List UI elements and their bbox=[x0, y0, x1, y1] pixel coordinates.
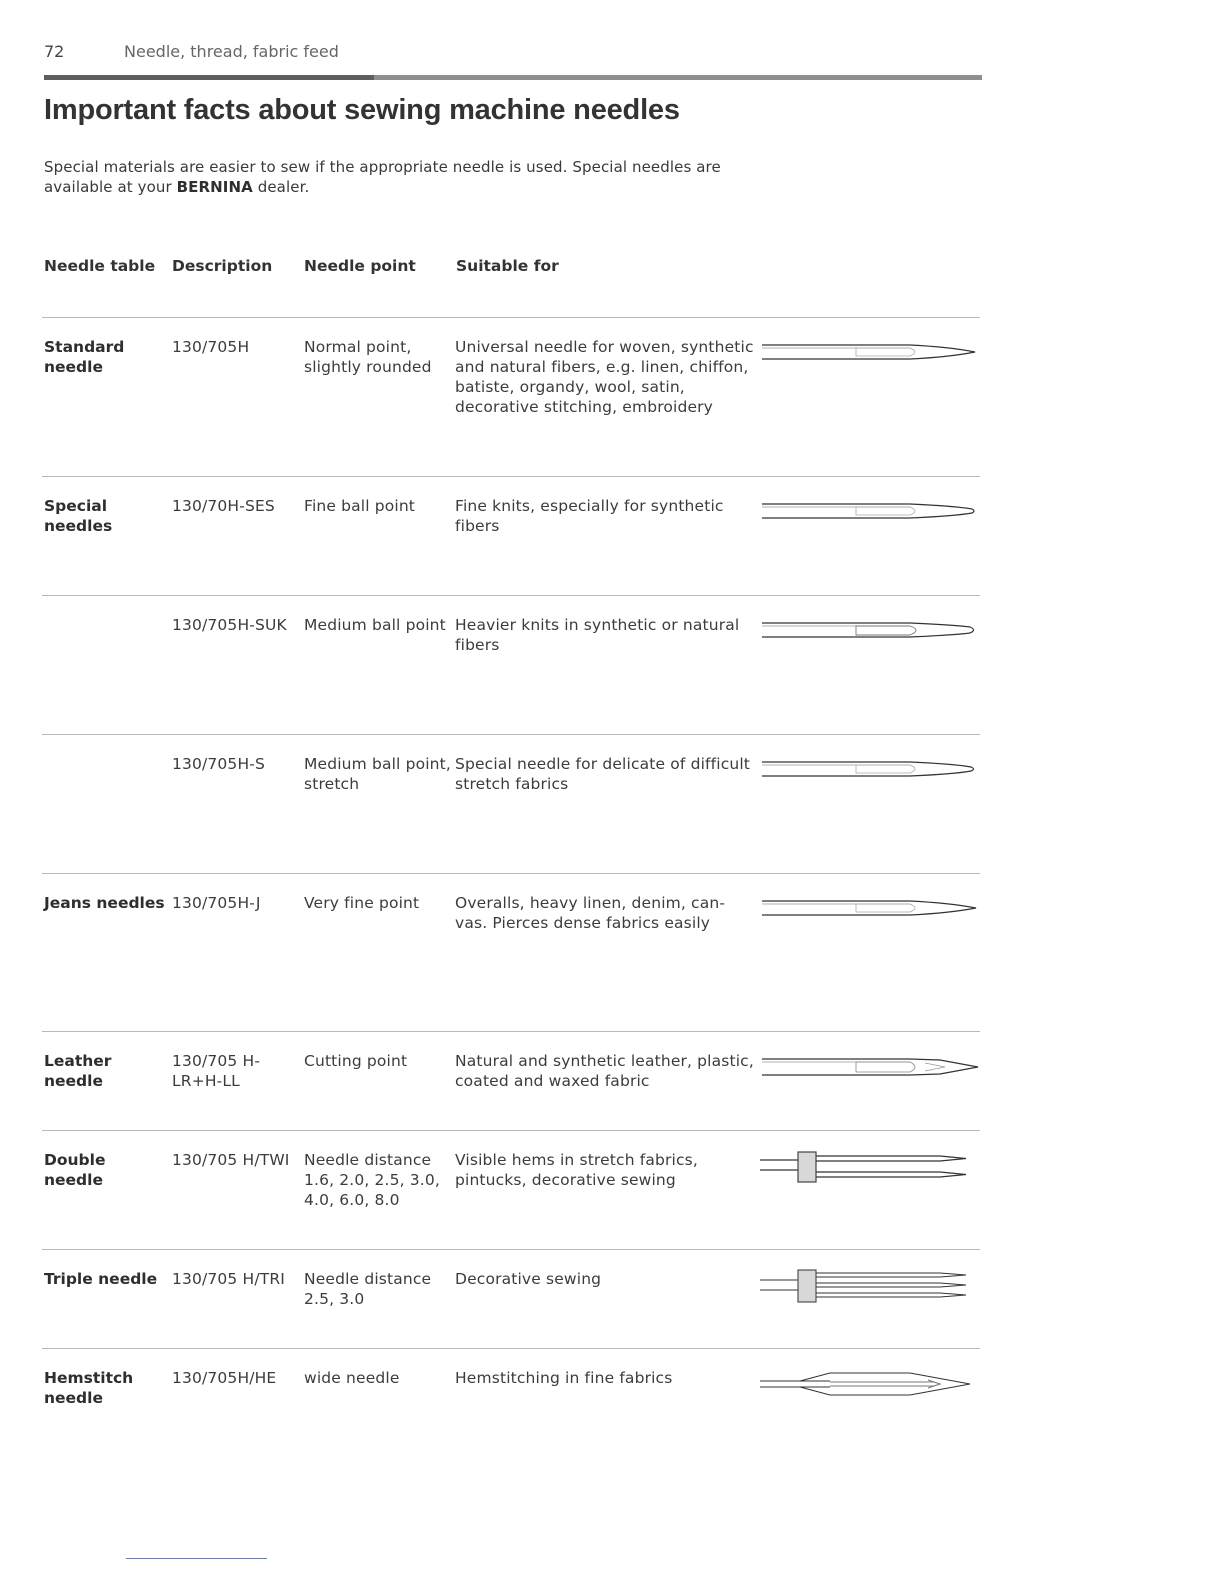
intro-paragraph bbox=[44, 157, 764, 197]
needle-point: Fine ball point bbox=[304, 497, 416, 515]
page-title: Important facts about sewing machine needles bbox=[44, 94, 680, 126]
needle-type: Hemstitch needle bbox=[44, 1369, 134, 1407]
column-header-needle-point: Needle point bbox=[304, 257, 416, 275]
needle-type: Jeans needles bbox=[44, 894, 165, 912]
needle-use: Fine knits, especially for synthetic fibers bbox=[455, 497, 724, 535]
needle-type: Triple needle bbox=[44, 1270, 158, 1288]
column-header-description: Description bbox=[172, 257, 273, 275]
needle-code: 130/705H-S bbox=[172, 755, 265, 773]
footer-line bbox=[126, 1558, 267, 1559]
needle-code: 130/705H/HE bbox=[172, 1369, 277, 1387]
medium-ball-point-needle-icon bbox=[760, 611, 980, 657]
needle-point: Needle distance 2.5, 3.0 bbox=[304, 1270, 432, 1308]
needle-point: Medium ball point, stretch bbox=[304, 755, 451, 793]
row-divider bbox=[42, 1249, 980, 1250]
row-divider bbox=[42, 1031, 980, 1032]
row-divider bbox=[42, 476, 980, 477]
page-number: 72 bbox=[44, 42, 65, 61]
page-header bbox=[44, 40, 984, 88]
header-rule-accent bbox=[44, 75, 374, 80]
needle-code: 130/705H-SUK bbox=[172, 616, 287, 634]
needle-use: Natural and synthetic leather, plastic, coated and waxed fabric bbox=[455, 1052, 754, 1090]
needle-type: Leather needle bbox=[44, 1052, 112, 1090]
needle-type: Standard needle bbox=[44, 338, 125, 376]
needle-code: 130/70H-SES bbox=[172, 497, 275, 515]
needle-type: Special needles bbox=[44, 497, 113, 535]
needle-code: 130/705 H-LR+H-LL bbox=[172, 1052, 261, 1090]
needle-point: Cutting point bbox=[304, 1052, 408, 1070]
intro-text-end: dealer. bbox=[252, 178, 310, 196]
needle-use: Heavier knits in synthetic or natural fibers bbox=[455, 616, 740, 654]
needle-point: wide needle bbox=[304, 1369, 400, 1387]
triple-needle-icon bbox=[760, 1265, 980, 1311]
brand-name: BERNINA bbox=[176, 178, 253, 196]
needle-use: Special needle for delicate of difficult stretch fabrics bbox=[455, 755, 751, 793]
needle-use: Universal needle for woven, synthetic and natural fibers, e.g. linen, chiffon, batiste, organdy, wool, satin, decorative stitching, embroidery bbox=[455, 338, 754, 416]
hemstitch-needle-icon bbox=[760, 1364, 980, 1410]
needle-use: Decorative sewing bbox=[455, 1270, 602, 1288]
jeans-needle-icon bbox=[760, 889, 980, 935]
needle-use: Overalls, heavy linen, denim, can-vas. Pierces dense fabrics easily bbox=[455, 894, 726, 932]
standard-needle-icon bbox=[760, 333, 980, 379]
row-divider bbox=[42, 734, 980, 735]
needle-code: 130/705H bbox=[172, 338, 250, 356]
stretch-needle-icon bbox=[760, 750, 980, 796]
needle-point: Very fine point bbox=[304, 894, 420, 912]
needle-use: Hemstitching in fine fabrics bbox=[455, 1369, 673, 1387]
needle-code: 130/705H-J bbox=[172, 894, 261, 912]
needle-type: Double needle bbox=[44, 1151, 106, 1189]
row-divider bbox=[42, 873, 980, 874]
fine-ball-point-needle-icon bbox=[760, 492, 980, 538]
column-header-needle-table: Needle table bbox=[44, 257, 156, 275]
needle-code: 130/705 H/TWI bbox=[172, 1151, 290, 1169]
double-needle-icon bbox=[760, 1146, 980, 1192]
row-divider bbox=[42, 595, 980, 596]
row-divider bbox=[42, 1348, 980, 1349]
leather-needle-icon bbox=[760, 1047, 980, 1093]
needle-code: 130/705 H/TRI bbox=[172, 1270, 285, 1288]
column-header-suitable-for: Suitable for bbox=[456, 257, 559, 275]
needle-point: Normal point, slightly rounded bbox=[304, 338, 432, 376]
needle-point: Needle distance 1.6, 2.0, 2.5, 3.0, 4.0, 6.0, 8.0 bbox=[304, 1151, 440, 1209]
row-divider bbox=[42, 1130, 980, 1131]
needle-use: Visible hems in stretch fabrics, pintucks, decorative sewing bbox=[455, 1151, 698, 1189]
intro-text: Special materials are easier to sew if the appropriate needle is used. Special needles are available at your bbox=[44, 158, 721, 196]
row-divider bbox=[42, 317, 980, 318]
section-title: Needle, thread, fabric feed bbox=[124, 42, 339, 61]
needle-point: Medium ball point bbox=[304, 616, 446, 634]
